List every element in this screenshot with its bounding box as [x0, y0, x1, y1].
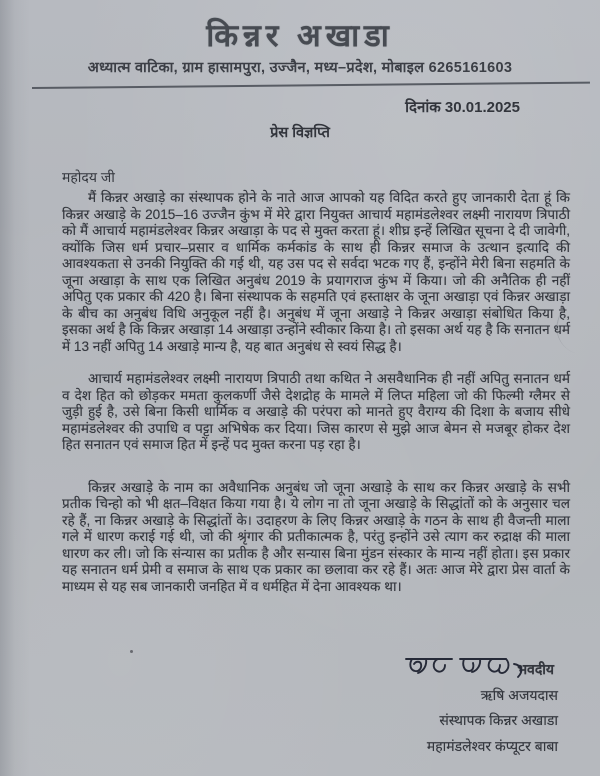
signature-block: [427, 662, 558, 764]
press-release-heading: प्रेस विज्ञप्ति: [270, 125, 330, 141]
signer-title-mahamandaleshwar: महामंडलेश्वर कंप्यूटर बाबा: [426, 737, 558, 754]
paragraph-3: किन्नर अखाड़े के नाम का अवैधानिक अनुबंध जो जूना अखाड़े के साथ कर किन्नर अखाड़े के सभी प्रतीक चिन्हो को भी क्षत–विक्षत किया गया है। ये लोग ना तो जूना अखाड़े के सिद्धांतों को के अनुसार चल रहे हैं, ना किन्नर अखाड़े के सिद्धांतों के। उदाहरण के लिए किन्नर अखाड़े के गठन के साथ ही वैजन्ती माला गले में धारण कराई गई थी, जो की श्रृंगार की प्रतीकात्मक है, परंतु इन्होंने उसे त्याग कर रुद्राक्ष की माला धारण कर ली। जो कि संन्यास का प्रतीक है और सन्यास बिना मुंडन संस्कार के मान्य नहीं होता। इस प्रकार यह सनातन धर्म प्रेमी व समाज के साथ एक प्रकार का छलावा कर रहे हैं। अतः आज मेरे द्वारा प्रेस वार्ता के माध्यम से यह सब जानकारी जनहित में व धर्महित में देना आवश्यक था।: [62, 479, 570, 594]
closing-word: भवदीय: [517, 661, 554, 677]
letterhead-address: अध्यात्म वाटिका, ग्राम हासामपुरा, उज्जैन, मध्य–प्रदेश, मोबाइल 6265161603: [87, 60, 513, 76]
signer-title-founder: संस्थापक किन्नर अखाडा: [439, 712, 558, 728]
paper-speck: [130, 650, 133, 653]
letterhead-title: किन्नर अखाडा: [206, 18, 394, 53]
salutation: महोदय जी: [62, 169, 115, 185]
paragraph-1: मैं किन्नर अखाड़े का संस्थापक होने के नाते आज आपको यह विदित करते हुए जानकारी देता हूं कि किन्नर अखाड़े के 2015–16 उज्जैन कुंभ में मेरे द्वारा नियुक्त आचार्य महामंडलेश्वर लक्ष्मी नारायण त्रिपाठी को मैं आचार्य महामंडलेश्वर किन्नर अखाड़ा के पद से मुक्त करता हूं। शीघ्र इन्हें लिखित सूचना दे दी जावेगी, क्योंकि जिस धर्म प्रचार–प्रसार व धार्मिक कर्मकांड के साथ ही किन्नर समाज के उत्थान इत्यादि की आवश्यकता से उनकी नियुक्ति की गई थी, यह उस पद से सर्वदा भटक गए हैं, इन्होंने मेरी बिना सहमति के जूना अखाड़ा के साथ एक लिखित अनुबंध 2019 के प्रयागराज कुंभ में किया। जो की अनैतिक ही नहीं अपितु एक प्रकार की 420 है। बिना संस्थापक के सहमति एवं हस्ताक्षर के जूना अखाड़ा एवं किन्नर अखाड़ा के बीच का अनुबंध विधि अनुकूल नहीं है। अनुबंध में जूना अखाड़े ने किन्नर अखाड़ा संबोधित किया है, इसका अर्थ है कि किन्नर अखाड़ा 14 अखाड़ा उन्होंने स्वीकार किया है। तो इसका अर्थ यह है कि सनातन धर्म में 13 नहीं अपितु 14 अखाड़े मान्य है, यह बात अनुबंध से स्वयं सिद्ध है।: [62, 190, 570, 354]
paragraph-2: आचार्य महामंडलेश्वर लक्ष्मी नारायण त्रिपाठी तथा कथित ने असवैधानिक ही नहीं अपितु सनातन धर्म व देश हित को छोड़कर ममता कुलकर्णी जैसे देशद्रोह के मामले में लिप्त महिला जो की फिल्मी ग्लैमर से जुड़ी हुई है, उसे बिना किसी धार्मिक व अखाड़े की परंपरा को मानते हुए वैराग्य की दिशा के बजाय सीधे महामंडलेश्वर की उपाधि व पट्टा अभिषेक कर दिया। जिस कारण से मुझे आज बेमन से मजबूर होकर देश हित सनातन एवं समाज हित में इन्हें पद मुक्त करना पड़ रहा है।: [62, 371, 570, 452]
letter-body: [62, 190, 570, 611]
letterhead-divider: [32, 82, 590, 89]
date-line: दिनांक 30.01.2025: [405, 99, 520, 116]
signer-name: ऋषि अजयदास: [480, 686, 558, 703]
